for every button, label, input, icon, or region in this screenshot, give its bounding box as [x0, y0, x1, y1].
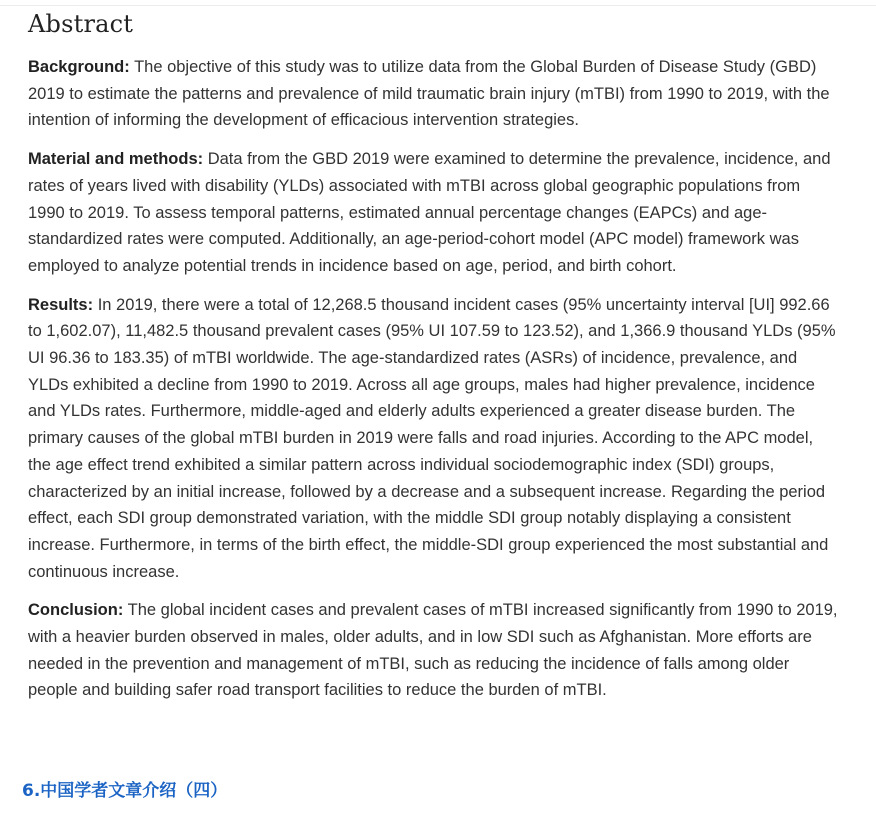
next-section-heading: 6.中国学者文章介绍（四） [22, 781, 228, 801]
top-divider [0, 5, 876, 6]
abstract-block [28, 8, 840, 716]
methods-text: Data from the GBD 2019 were examined to determine the prevalence, incidence, and rates of years lived with disability (YLDs) associated with mTBI across global geographic populations from 1990 to 2019. To assess temporal patterns, estimated annual percentage changes (EAPCs) and age-standardized rates were computed. Additionally, an age-period-cohort model (APC model) framework was employed to analyze potential trends in incidence based on age, period, and birth cohort. [28, 150, 831, 275]
background-label: Background: [28, 58, 130, 76]
abstract-methods [28, 146, 840, 280]
results-text: In 2019, there were a total of 12,268.5 thousand incident cases (95% uncertainty interval [UI] 992.66 to 1,602.07), 11,482.5 thousand prevalent cases (95% UI 107.59 to 123.52), and 1,366.9 thousand YLDs (95% UI 96.36 to 183.35) of mTBI worldwide. The age-standardized rates (ASRs) of incidence, prevalence, and YLDs exhibited a decline from 1990 to 2019. Across all age groups, males had higher prevalence, incidence and YLDs rates. Furthermore, middle-aged and elderly adults experienced a greater disease burden. The primary causes of the global mTBI burden in 2019 were falls and road injuries. According to the APC model, the age effect trend exhibited a similar pattern across individual sociodemographic index (SDI) groups, characterized by an initial increase, followed by a decrease and a subsequent increase. Regarding the period effect, each SDI group demonstrated variation, with the middle SDI group notably displaying a consistent increase. Furthermore, in terms of the birth effect, the middle-SDI group experienced the most substantial and continuous increase. [28, 295, 836, 581]
methods-label: Material and methods: [28, 150, 204, 169]
results-label: Results: [28, 295, 94, 314]
abstract-results [28, 292, 840, 586]
conclusion-label: Conclusion: [28, 601, 124, 620]
abstract-background [28, 54, 840, 134]
abstract-title: Abstract [28, 10, 134, 38]
conclusion-text: The global incident cases and prevalent cases of mTBI increased significantly from 1990 to 2019, with a heavier burden observed in males, older adults, and in low SDI such as Afghanistan. More efforts are needed in the prevention and management of mTBI, such as reducing the incidence of falls among older people and building safer road transport facilities to reduce the burden of mTBI. [28, 601, 838, 700]
background-text: The objective of this study was to utilize data from the Global Burden of Disease Study (GBD) 2019 to estimate the patterns and prevalence of mild traumatic brain injury (mTBI) from 1990 to 2019, with the intention of informing the development of efficacious intervention strategies. [28, 58, 830, 130]
abstract-conclusion [28, 597, 840, 704]
